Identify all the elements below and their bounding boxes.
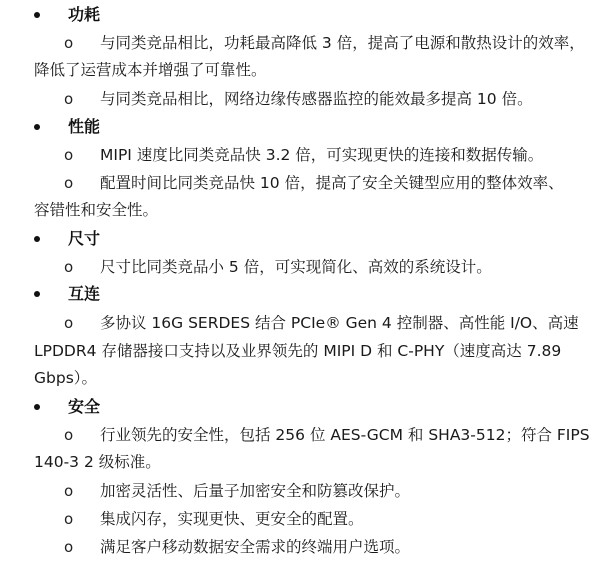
section-heading: 尺寸: [68, 229, 101, 248]
bullet-dot-icon: [34, 124, 40, 130]
sub-bullet-marker: o: [64, 90, 74, 108]
sub-bullet-marker: o: [64, 258, 74, 276]
sub-bullet-marker: o: [64, 34, 74, 52]
item-text: 集成闪存，实现更快、更安全的配置。: [100, 510, 364, 528]
item-text: 行业领先的安全性，包括 256 位 AES-GCM 和 SHA3-512；符合 FIPS: [100, 426, 590, 444]
sub-bullet-marker: o: [64, 426, 74, 444]
item-text: MIPI 速度比同类竞品快 3.2 倍，可实现更快的连接和数据传输。: [100, 146, 544, 164]
section-heading: 性能: [68, 117, 101, 136]
item-text: 满足客户移动数据安全需求的终端用户选项。: [100, 538, 411, 556]
item-text: 加密灵活性、后量子加密安全和防篡改保护。: [100, 482, 411, 500]
item-text: 配置时间比同类竞品快 10 倍，提高了安全关键型应用的整体效率、: [100, 174, 564, 192]
sub-bullet-marker: o: [64, 146, 74, 164]
sub-bullet-marker: o: [64, 538, 74, 556]
bullet-dot-icon: [34, 291, 40, 297]
item-text-continued: 140-3 2 级标准。: [34, 453, 161, 471]
section-heading: 功耗: [68, 5, 101, 24]
item-text-continued: Gbps）。: [34, 369, 98, 387]
section-heading: 安全: [68, 397, 101, 416]
bullet-dot-icon: [34, 12, 40, 18]
bullet-dot-icon: [34, 236, 40, 242]
sub-bullet-marker: o: [64, 174, 74, 192]
sub-bullet-marker: o: [64, 314, 74, 332]
item-text-continued: 降低了运营成本并增强了可靠性。: [34, 61, 267, 79]
item-text: 与同类竞品相比，网络边缘传感器监控的能效最多提高 10 倍。: [100, 90, 533, 108]
item-text-continued: 容错性和安全性。: [34, 201, 159, 219]
bullet-dot-icon: [34, 404, 40, 410]
item-text-continued: LPDDR4 存储器接口支持以及业界领先的 MIPI D 和 C-PHY（速度高达 7.89: [34, 342, 562, 360]
item-text: 多协议 16G SERDES 结合 PCIe® Gen 4 控制器、高性能 I/O、高速: [100, 314, 579, 332]
section-heading: 互连: [68, 284, 101, 303]
item-text: 尺寸比同类竞品小 5 倍，可实现简化、高效的系统设计。: [100, 258, 492, 276]
sub-bullet-marker: o: [64, 482, 74, 500]
sub-bullet-marker: o: [64, 510, 74, 528]
item-text: 与同类竞品相比，功耗最高降低 3 倍，提高了电源和散热设计的效率，: [100, 34, 585, 52]
